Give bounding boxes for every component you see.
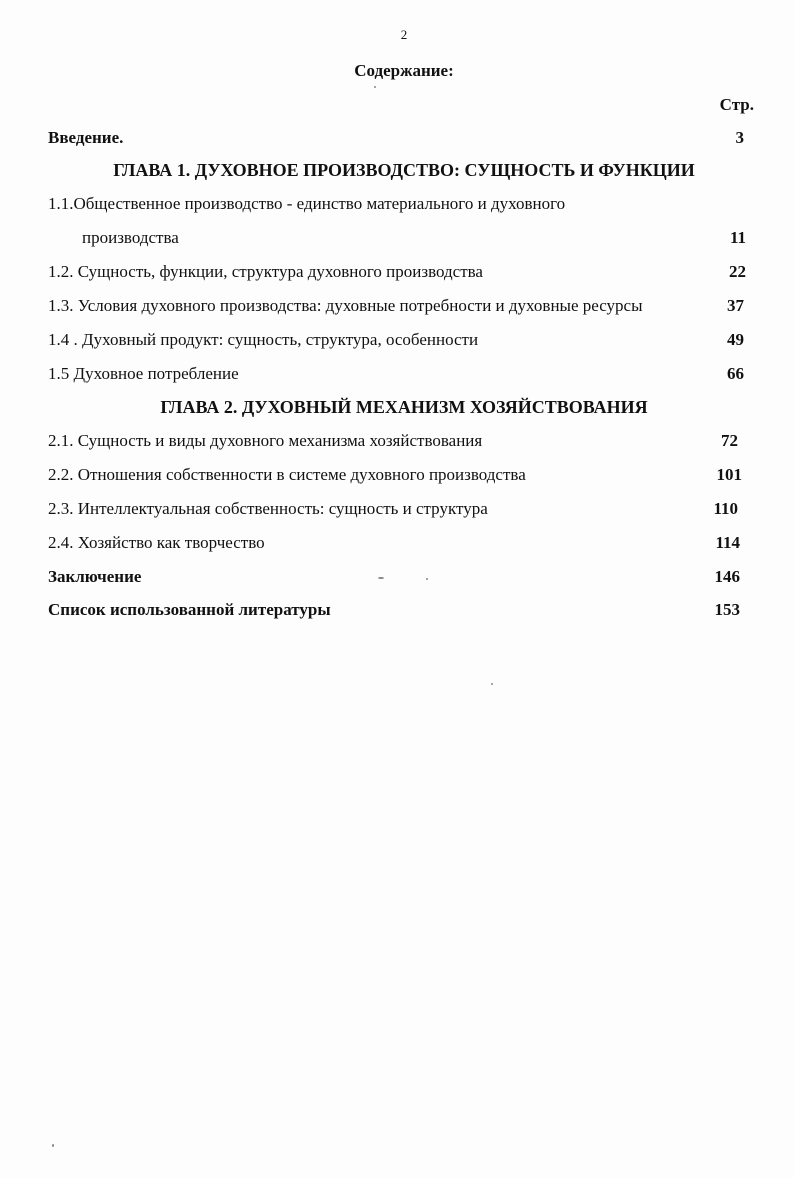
chapter-1-heading: ГЛАВА 1. ДУХОВНОЕ ПРОИЗВОДСТВО: СУЩНОСТЬ И ФУНКЦИИ <box>113 160 695 180</box>
scan-speck <box>378 577 384 579</box>
scan-speck <box>426 578 428 580</box>
toc-entry-conclusion: Заключение <box>48 567 142 586</box>
chapter-2-heading: ГЛАВА 2. ДУХОВНЫЙ МЕХАНИЗМ ХОЗЯЙСТВОВАНИЯ <box>160 397 648 417</box>
toc-entry-2-2: 2.2. Отношения собственности в системе духовного производства <box>48 465 526 484</box>
toc-page-1-4: 49 <box>727 330 744 349</box>
scan-speck <box>52 1144 54 1147</box>
toc-title: Содержание: <box>354 61 454 80</box>
scan-speck <box>491 683 493 685</box>
toc-page-1-3: 37 <box>727 296 744 315</box>
toc-page-1-2: 22 <box>729 262 746 281</box>
toc-page-2-4: 114 <box>715 533 740 552</box>
toc-page-1-1: 11 <box>729 228 746 247</box>
toc-entry-1-1: 1.1.Общественное производство - единство материального и духовного <box>48 194 566 213</box>
pages-column-label: Стр. <box>719 95 754 114</box>
toc-page-references: 153 <box>714 600 740 619</box>
toc-page-1-5: 66 <box>727 364 744 383</box>
toc-page-introduction: 3 <box>735 128 744 147</box>
toc-page-2-2: 101 <box>716 465 742 484</box>
toc-entry-2-3: 2.3. Интеллектуальная собственность: сущность и структура <box>48 499 488 518</box>
toc-page-2-1: 72 <box>721 431 738 450</box>
toc-page-2-3: 110 <box>713 499 738 518</box>
toc-entry-1-4: 1.4 . Духовный продукт: сущность, структура, особенности <box>48 330 479 349</box>
toc-entry-1-1-continued: производства <box>82 228 179 247</box>
toc-entry-1-3: 1.3. Условия духовного производства: духовные потребности и духовные ресурсы <box>48 296 643 315</box>
toc-entry-1-2: 1.2. Сущность, функции, структура духовного производства <box>48 262 483 281</box>
scan-speck <box>374 86 376 88</box>
toc-entry-introduction: Введение. <box>48 128 124 147</box>
toc-page-conclusion: 146 <box>714 567 740 586</box>
toc-entry-2-1: 2.1. Сущность и виды духовного механизма хозяйствования <box>48 431 483 450</box>
toc-entry-references: Список использованной литературы <box>48 600 331 619</box>
toc-entry-1-5: 1.5 Духовное потребление <box>48 364 239 383</box>
toc-entry-2-4: 2.4. Хозяйство как творчество <box>48 533 265 552</box>
page-number: 2 <box>400 27 408 42</box>
